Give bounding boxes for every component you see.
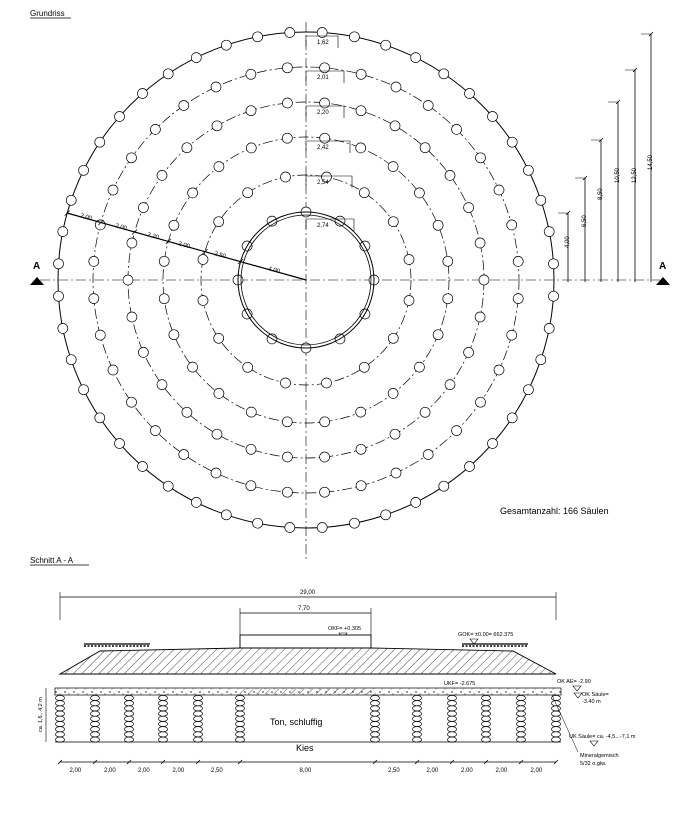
stone-column xyxy=(452,124,462,134)
stone-column xyxy=(488,112,498,122)
stone-column xyxy=(507,330,517,340)
mineral-label: Mineralgemisch xyxy=(580,753,619,759)
stone-column xyxy=(381,510,391,520)
uk-saeule-label: UK Säule= ca. -4,5...-7,1 m xyxy=(569,734,636,740)
stone-column xyxy=(513,256,523,266)
stone-column xyxy=(214,333,224,343)
stone-column xyxy=(411,497,421,507)
section-column xyxy=(371,695,380,742)
stone-column xyxy=(54,259,64,269)
stone-column xyxy=(95,137,105,147)
stone-column xyxy=(475,312,485,322)
ok-saeule-value: -3.40 m xyxy=(582,699,601,705)
radius-label-3: 8,50 xyxy=(598,188,604,200)
bottom-dimension-label: 2,00 xyxy=(69,768,82,774)
ok-saeule-marker xyxy=(574,693,582,698)
section-title: Schnitt A - A xyxy=(30,556,74,565)
stone-column xyxy=(285,28,295,38)
stone-column xyxy=(494,185,504,195)
uk-saeule-marker xyxy=(590,741,598,746)
stone-column xyxy=(356,69,366,79)
stone-column xyxy=(179,450,189,460)
stone-column xyxy=(523,165,533,175)
stone-column xyxy=(476,153,486,163)
stone-column xyxy=(464,347,474,357)
stone-column xyxy=(198,296,208,306)
section-marker-left-label: A xyxy=(33,261,41,272)
stone-column xyxy=(214,217,224,227)
stone-column xyxy=(191,497,201,507)
spacing-label-4: 2,42 xyxy=(317,145,329,151)
bottom-dimension-label: 2,00 xyxy=(530,768,543,774)
stone-column xyxy=(388,162,398,172)
depth-label: ca. 1,6...4,2 m xyxy=(38,697,44,732)
stone-column xyxy=(445,170,455,180)
stone-column xyxy=(246,69,256,79)
spacing-label-1: 1,62 xyxy=(317,40,329,46)
stone-column xyxy=(163,481,173,491)
stone-column xyxy=(127,397,137,407)
stone-column xyxy=(66,355,76,365)
ok-ae-label: OK AE= -2.90 xyxy=(557,679,591,685)
gok-label: GOK= ±0.00= 662.375 xyxy=(458,632,514,638)
stone-column xyxy=(439,69,449,79)
stone-column xyxy=(79,165,89,175)
stone-column xyxy=(320,417,330,427)
bottom-dimension-label: 2,00 xyxy=(461,768,473,774)
mineral-layer-hatch xyxy=(240,689,371,694)
radial-label-3: 2,20 xyxy=(146,232,160,242)
bottom-dimension-label: 2,00 xyxy=(495,768,508,774)
stone-column xyxy=(253,518,263,528)
stone-column xyxy=(95,413,105,423)
total-columns-label: Gesamtanzahl: 166 Säulen xyxy=(500,506,609,516)
bottom-dimension-label: 2,00 xyxy=(426,768,439,774)
stone-column xyxy=(127,312,137,322)
mineral-leader-line xyxy=(552,695,578,752)
stone-column xyxy=(198,255,208,265)
stone-column xyxy=(322,378,332,388)
stone-column xyxy=(246,444,256,454)
stone-column xyxy=(439,481,449,491)
stone-column xyxy=(127,153,137,163)
slab-width-label: 7,70 xyxy=(298,606,310,612)
stone-column xyxy=(211,468,221,478)
stone-column xyxy=(211,82,221,92)
stone-column xyxy=(246,106,256,116)
stone-column xyxy=(349,32,359,42)
spacing-label-3: 2,20 xyxy=(317,110,329,116)
ukf-label: UKF= -2.675 xyxy=(444,681,476,687)
stone-column xyxy=(494,365,504,375)
stone-column xyxy=(188,188,198,198)
stone-column xyxy=(320,98,330,108)
stone-column xyxy=(182,143,192,153)
stone-column xyxy=(320,487,330,497)
section-column xyxy=(448,695,457,742)
stone-column xyxy=(390,121,400,131)
stone-column xyxy=(356,407,366,417)
stone-column xyxy=(420,407,430,417)
stone-column xyxy=(246,143,256,153)
stone-column xyxy=(433,330,443,340)
bottom-dimension-labels xyxy=(70,768,543,774)
section-view xyxy=(30,556,636,774)
stone-column xyxy=(404,296,414,306)
stone-column xyxy=(243,362,253,372)
section-column xyxy=(159,695,168,742)
stone-column xyxy=(281,172,291,182)
bottom-dimension-label: 2,50 xyxy=(211,768,223,774)
ring-spacing-dimensions xyxy=(306,36,354,231)
radial-label-6: 4,00 xyxy=(267,266,281,276)
stone-column xyxy=(356,143,366,153)
stone-column xyxy=(388,217,398,227)
okf-label: OKF= +0.305 xyxy=(328,626,362,632)
stone-column xyxy=(188,362,198,372)
stone-column xyxy=(356,481,366,491)
radius-label-5: 12,50 xyxy=(632,167,638,183)
section-marker-left xyxy=(30,277,44,285)
section-column xyxy=(482,695,491,742)
stone-column xyxy=(536,195,546,205)
stone-column xyxy=(182,407,192,417)
stone-column xyxy=(108,185,118,195)
radius-dimensions xyxy=(558,32,653,282)
stone-column xyxy=(414,362,424,372)
stone-column xyxy=(391,82,401,92)
tank-slab xyxy=(240,635,371,648)
clay-label: Ton, schluffig xyxy=(270,717,323,727)
mineral-value: 5/32 o.glw. xyxy=(580,761,607,767)
stone-column xyxy=(536,355,546,365)
ok-ae-marker xyxy=(573,686,581,691)
stone-column xyxy=(549,259,559,269)
stone-column xyxy=(58,323,68,333)
stone-column xyxy=(404,255,414,265)
stone-column xyxy=(281,378,291,388)
bottom-dimension-label: 2,00 xyxy=(104,768,116,774)
stone-column xyxy=(246,407,256,417)
stone-column xyxy=(169,220,179,230)
ok-saeule-label: OK Säule= xyxy=(582,692,609,698)
stone-column xyxy=(246,481,256,491)
stone-column xyxy=(282,133,292,143)
gravel-label: Kies xyxy=(296,743,314,753)
hatched-embankment xyxy=(60,648,556,674)
stone-column xyxy=(320,133,330,143)
stone-column xyxy=(157,170,167,180)
stone-column xyxy=(221,510,231,520)
stone-column xyxy=(381,40,391,50)
stone-column xyxy=(212,121,222,131)
stone-column xyxy=(479,275,489,285)
stone-column xyxy=(115,112,125,122)
stone-column xyxy=(138,89,148,99)
stone-column xyxy=(138,347,148,357)
stone-column xyxy=(420,143,430,153)
stone-column xyxy=(127,238,137,248)
section-column xyxy=(517,695,526,742)
stone-column xyxy=(108,365,118,375)
stone-column xyxy=(356,444,366,454)
stone-column xyxy=(150,124,160,134)
stone-column xyxy=(282,417,292,427)
stone-column xyxy=(544,323,554,333)
stone-column xyxy=(488,439,498,449)
stone-column xyxy=(414,188,424,198)
stone-column xyxy=(544,227,554,237)
stone-column xyxy=(159,256,169,266)
stone-column xyxy=(452,426,462,436)
stone-column xyxy=(433,220,443,230)
section-column xyxy=(56,695,65,742)
stone-column xyxy=(282,63,292,73)
stone-column xyxy=(214,162,224,172)
stone-column xyxy=(391,468,401,478)
stone-column xyxy=(123,275,133,285)
stone-column xyxy=(159,294,169,304)
bottom-dimension-label: 2,00 xyxy=(172,768,185,774)
stone-column xyxy=(465,89,475,99)
stone-column xyxy=(212,429,222,439)
stone-column xyxy=(138,203,148,213)
stone-column xyxy=(388,388,398,398)
radius-label-4: 10,50 xyxy=(615,167,621,183)
overall-width-label: 29,00 xyxy=(300,590,316,596)
radial-label-5: 2,50 xyxy=(213,251,227,261)
stone-column xyxy=(549,291,559,301)
section-marker-right-label: A xyxy=(659,261,667,272)
stone-column xyxy=(507,413,517,423)
stone-column xyxy=(157,380,167,390)
stone-column xyxy=(523,385,533,395)
bottom-dimension-label: 2,00 xyxy=(138,768,150,774)
bottom-dimension-label: 2,50 xyxy=(388,768,400,774)
stone-column xyxy=(191,53,201,63)
stone-column xyxy=(150,426,160,436)
stone-column xyxy=(79,385,89,395)
radial-label-1: 2,00 xyxy=(79,213,93,223)
stone-column xyxy=(443,294,453,304)
stone-column xyxy=(115,439,125,449)
stone-column xyxy=(359,188,369,198)
plan-view xyxy=(30,9,670,560)
stone-column xyxy=(58,227,68,237)
stone-column xyxy=(475,238,485,248)
stone-column xyxy=(507,220,517,230)
section-column xyxy=(552,695,561,742)
stone-column xyxy=(138,462,148,472)
stone-column xyxy=(464,203,474,213)
stone-column xyxy=(214,388,224,398)
stone-column xyxy=(359,362,369,372)
stone-column xyxy=(317,523,327,533)
stone-column xyxy=(390,429,400,439)
stone-column xyxy=(54,291,64,301)
stone-column xyxy=(89,256,99,266)
stone-column xyxy=(465,462,475,472)
stone-column xyxy=(89,294,99,304)
stone-column xyxy=(282,98,292,108)
bottom-dimension-label: 8,00 xyxy=(299,768,312,774)
stone-column xyxy=(349,518,359,528)
section-column xyxy=(125,695,134,742)
stone-column xyxy=(507,137,517,147)
stone-column xyxy=(66,195,76,205)
gok-marker xyxy=(470,639,478,644)
stone-column xyxy=(411,53,421,63)
spacing-label-2: 2,01 xyxy=(317,75,329,81)
radius-label-2: 6,50 xyxy=(582,215,588,227)
stone-column xyxy=(513,294,523,304)
section-column xyxy=(91,695,100,742)
stone-column xyxy=(423,450,433,460)
stone-column xyxy=(282,452,292,462)
section-column xyxy=(236,695,245,742)
stone-column xyxy=(253,32,263,42)
section-column xyxy=(413,695,422,742)
stone-column xyxy=(243,188,253,198)
spacing-label-5: 2,54 xyxy=(317,180,329,186)
stone-column xyxy=(282,487,292,497)
plan-title: Grundriss xyxy=(30,9,65,18)
radial-label-4: 2,00 xyxy=(177,241,191,251)
radial-label-2: 2,00 xyxy=(114,223,128,233)
stone-column xyxy=(163,69,173,79)
stone-column xyxy=(95,330,105,340)
stone-column xyxy=(476,397,486,407)
stone-column xyxy=(285,523,295,533)
section-marker-right xyxy=(656,277,670,285)
stone-column xyxy=(423,101,433,111)
section-column xyxy=(194,695,203,742)
radius-label-6: 14,50 xyxy=(648,154,654,170)
stone-column xyxy=(221,40,231,50)
stone-column xyxy=(388,333,398,343)
stone-column xyxy=(179,101,189,111)
stone-column xyxy=(443,256,453,266)
radius-label-1: 4,00 xyxy=(565,236,571,248)
spacing-label-6: 2,74 xyxy=(317,223,329,229)
stone-column xyxy=(169,330,179,340)
stone-column xyxy=(356,106,366,116)
stone-column xyxy=(320,452,330,462)
stone-column xyxy=(445,380,455,390)
